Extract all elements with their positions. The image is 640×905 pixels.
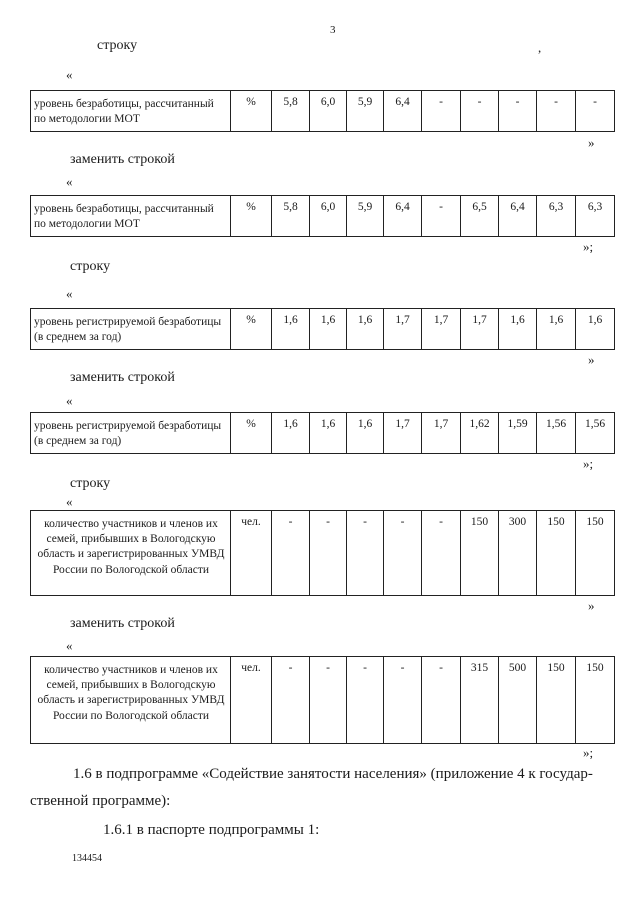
value-cell: 6,0 [310, 91, 347, 132]
value-cell: 6,0 [310, 196, 347, 237]
stray-mark: , [538, 40, 542, 55]
unit-cell: % [231, 413, 272, 454]
value-cell: 150 [537, 511, 576, 596]
value-cell: 1,6 [576, 309, 615, 350]
label-replace-with-2: заменить строкой [70, 370, 175, 385]
value-cell: 5,9 [347, 91, 384, 132]
value-cell: 300 [499, 511, 537, 596]
table-row-2 [30, 195, 615, 237]
indicator-name: уровень регистрируемой безработицы (в среднем за год) [31, 413, 231, 454]
value-cell: 1,6 [310, 309, 347, 350]
open-quote: « [66, 494, 73, 509]
value-cell: 1,7 [422, 413, 461, 454]
value-cell: 150 [537, 657, 576, 744]
value-cell: - [384, 511, 422, 596]
value-cell: 1,6 [347, 413, 384, 454]
label-replace-row-2: строку [70, 259, 111, 274]
value-cell: - [272, 511, 310, 596]
value-cell: 1,7 [384, 413, 422, 454]
page-number: 3 [330, 24, 336, 36]
indicator-name: количество участников и членов их семей, прибывших в Вологодскую область и зарегистрированных УМВД России по Вологодской области [31, 657, 231, 744]
value-cell: 1,56 [537, 413, 576, 454]
value-cell: - [347, 657, 384, 744]
value-cell: 315 [461, 657, 499, 744]
value-cell: - [384, 657, 422, 744]
table-row-1 [30, 90, 615, 132]
value-cell: 150 [576, 511, 615, 596]
value-cell: 1,7 [422, 309, 461, 350]
indicator-name: уровень безработицы, рассчитанный по методологии МОТ [31, 196, 231, 237]
paragraph-2: 1.6.1 в паспорте подпрограммы 1: [103, 822, 320, 838]
unit-cell: % [231, 91, 272, 132]
value-cell: 150 [576, 657, 615, 744]
value-cell: 6,5 [461, 196, 499, 237]
value-cell: 500 [499, 657, 537, 744]
open-quote: « [66, 286, 73, 301]
paragraph-1-continued: ственной программе): [30, 793, 171, 809]
value-cell: 1,7 [461, 309, 499, 350]
table-row-4 [30, 412, 615, 454]
value-cell: 5,9 [347, 196, 384, 237]
value-cell: 1,7 [384, 309, 422, 350]
open-quote: « [66, 67, 73, 82]
value-cell: 6,4 [499, 196, 537, 237]
label-replace-row-1: строку [97, 38, 138, 53]
value-cell: 1,6 [272, 413, 310, 454]
value-cell: 1,6 [272, 309, 310, 350]
document-code: 134454 [72, 853, 102, 864]
close-quote: » [588, 598, 595, 613]
value-cell: 1,6 [499, 309, 537, 350]
value-cell: 1,6 [537, 309, 576, 350]
value-cell: 150 [461, 511, 499, 596]
indicator-name: уровень безработицы, рассчитанный по методологии МОТ [31, 91, 231, 132]
value-cell: 6,3 [537, 196, 576, 237]
close-quote: » [588, 352, 595, 367]
value-cell: - [499, 91, 537, 132]
value-cell: 5,8 [272, 196, 310, 237]
close-quote: » [588, 135, 595, 150]
close-quote-semicolon: »; [583, 456, 594, 471]
value-cell: - [310, 657, 347, 744]
indicator-name: уровень регистрируемой безработицы (в среднем за год) [31, 309, 231, 350]
value-cell: 1,62 [461, 413, 499, 454]
value-cell: 6,4 [384, 196, 422, 237]
unit-cell: чел. [231, 657, 272, 744]
unit-cell: % [231, 309, 272, 350]
open-quote: « [66, 393, 73, 408]
value-cell: - [422, 196, 461, 237]
value-cell: 1,59 [499, 413, 537, 454]
table-row-6 [30, 656, 615, 744]
close-quote-semicolon: »; [583, 745, 594, 760]
table-row-5 [30, 510, 615, 596]
value-cell: 1,56 [576, 413, 615, 454]
value-cell: - [537, 91, 576, 132]
open-quote: « [66, 174, 73, 189]
value-cell: 5,8 [272, 91, 310, 132]
table-row-3 [30, 308, 615, 350]
value-cell: - [347, 511, 384, 596]
value-cell: - [422, 91, 461, 132]
unit-cell: % [231, 196, 272, 237]
value-cell: - [310, 511, 347, 596]
value-cell: 6,3 [576, 196, 615, 237]
label-replace-with-1: заменить строкой [70, 152, 175, 167]
unit-cell: чел. [231, 511, 272, 596]
value-cell: - [272, 657, 310, 744]
value-cell: - [576, 91, 615, 132]
value-cell: - [422, 657, 461, 744]
value-cell: 6,4 [384, 91, 422, 132]
value-cell: 1,6 [347, 309, 384, 350]
label-replace-with-3: заменить строкой [70, 616, 175, 631]
indicator-name: количество участников и членов их семей, прибывших в Вологодскую область и зарегистрированных УМВД России по Вологодской области [31, 511, 231, 596]
label-replace-row-3: строку [70, 476, 111, 491]
paragraph-1: 1.6 в подпрограмме «Содействие занятости населения» (приложение 4 к государ- [73, 766, 593, 782]
value-cell: 1,6 [310, 413, 347, 454]
value-cell: - [422, 511, 461, 596]
value-cell: - [461, 91, 499, 132]
open-quote: « [66, 638, 73, 653]
close-quote-semicolon: »; [583, 239, 594, 254]
